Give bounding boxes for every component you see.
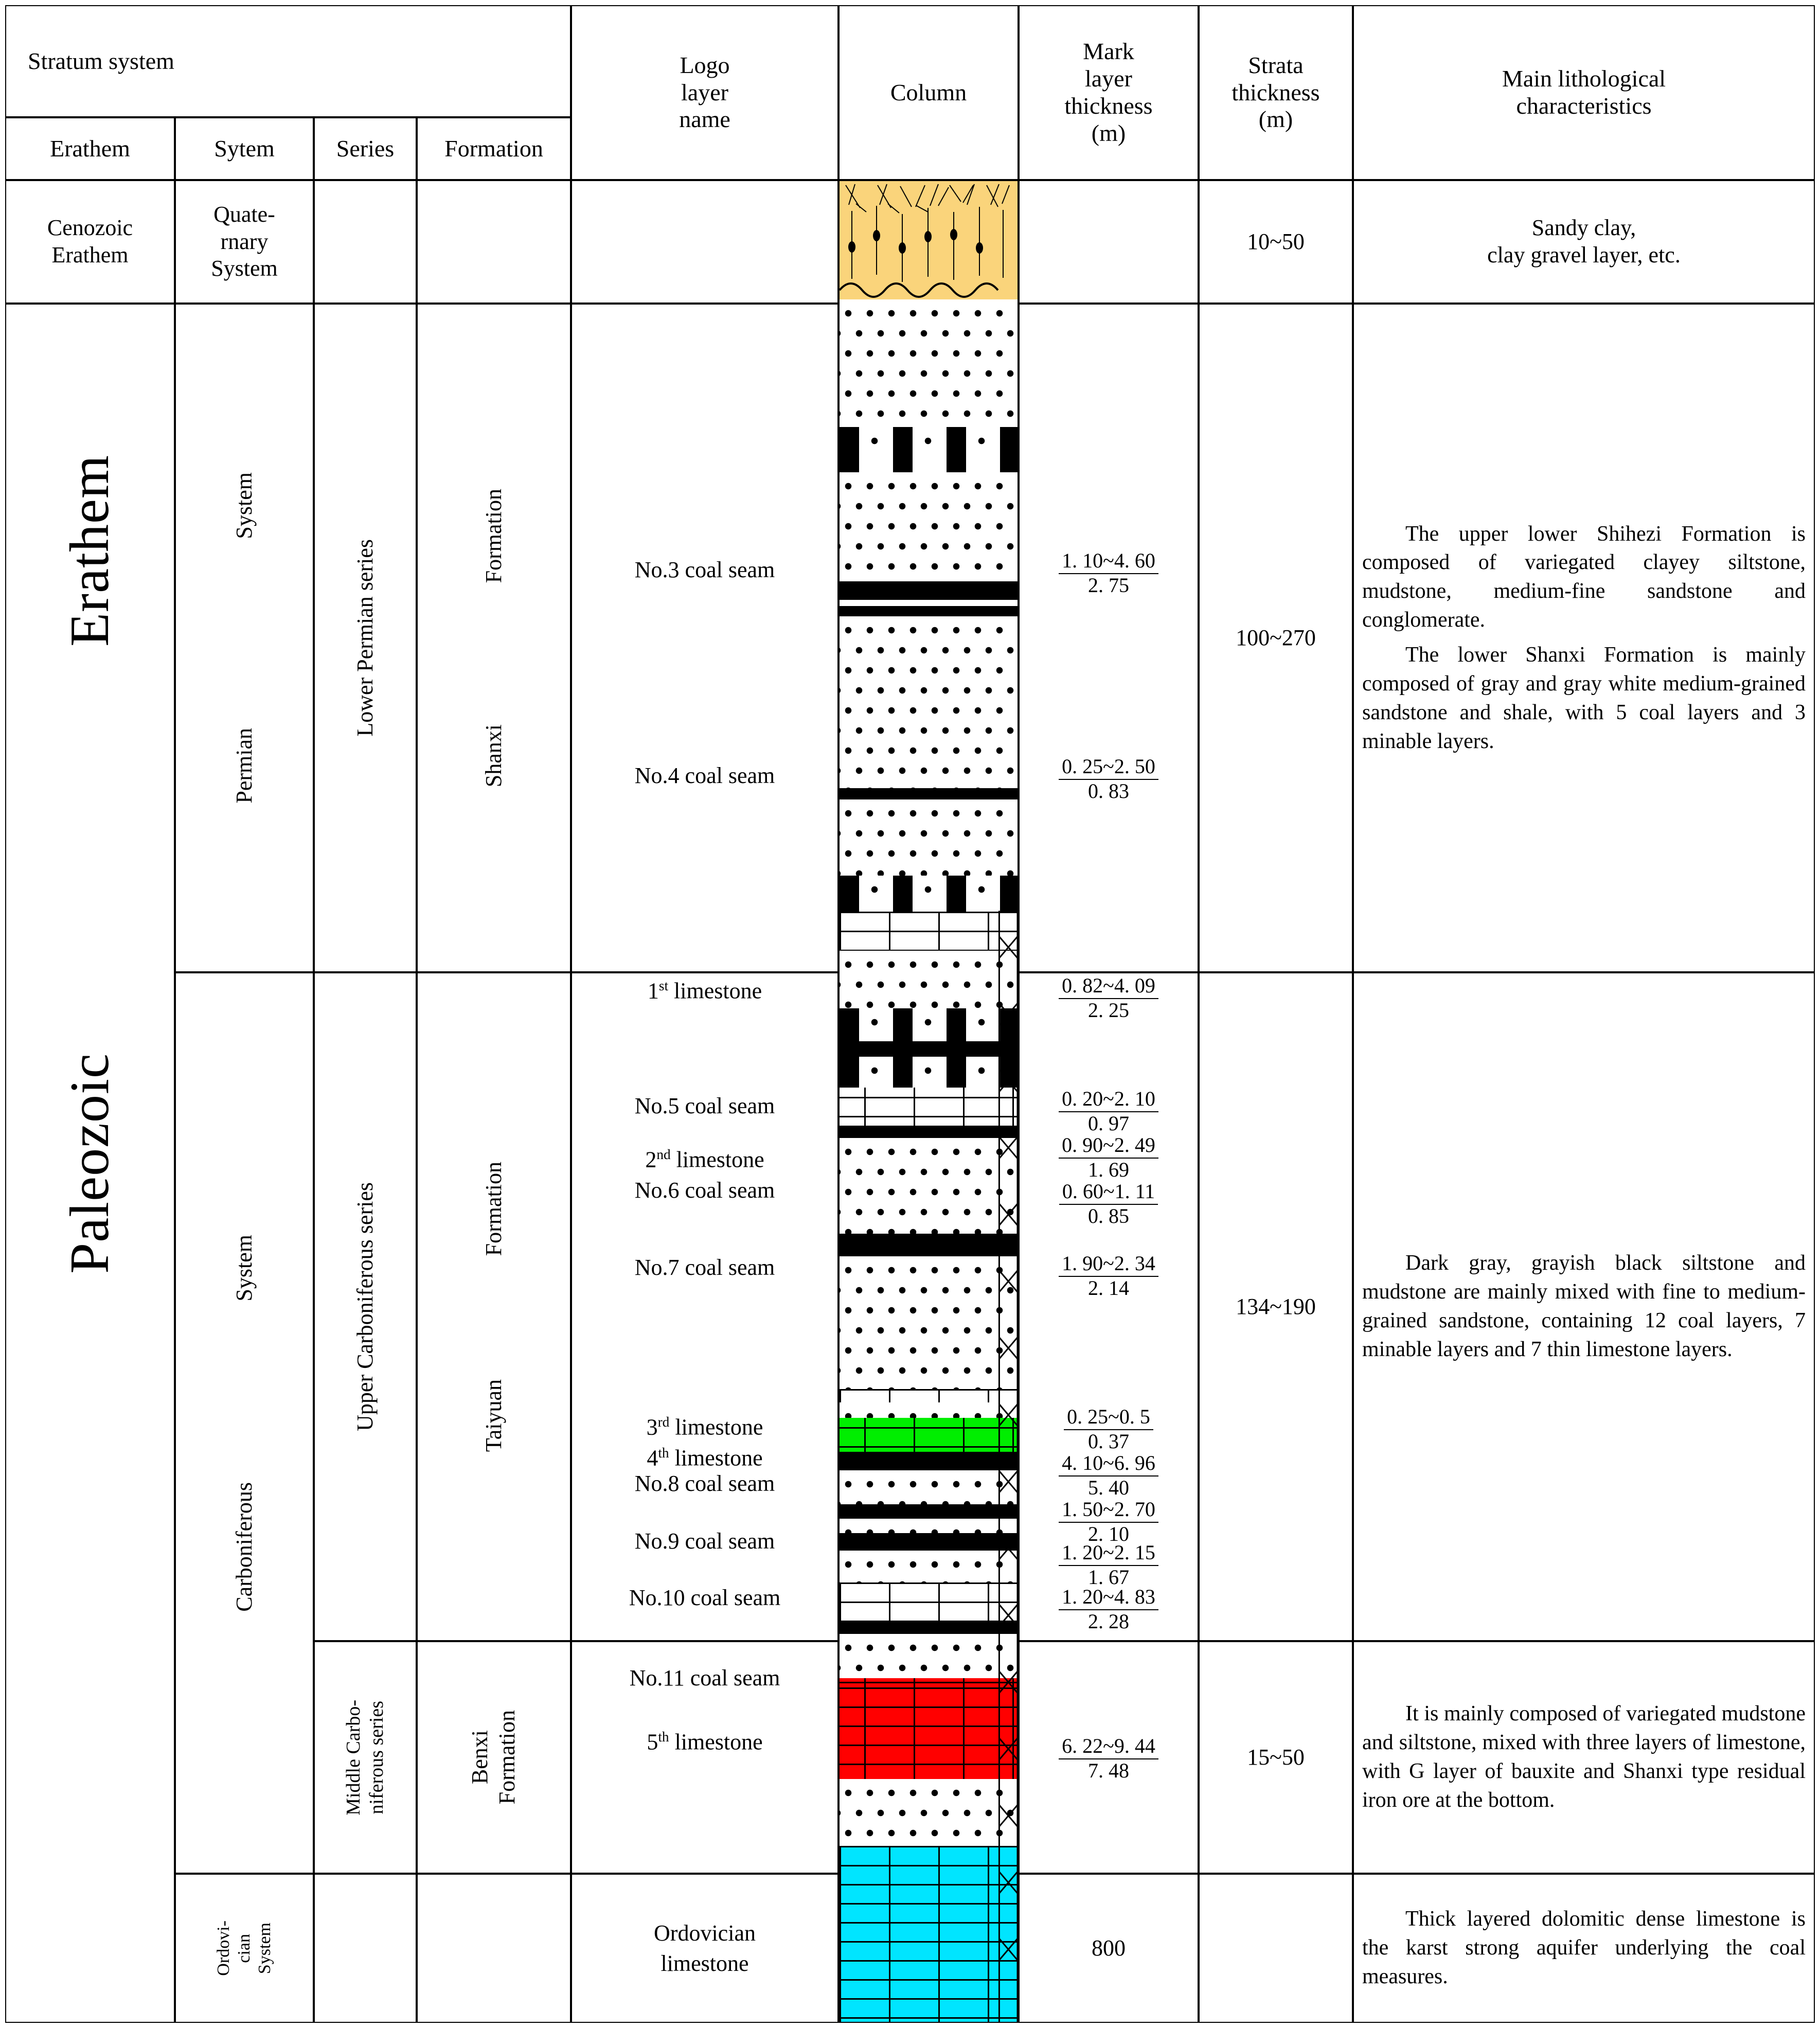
mark-thickness-no5-coal	[1020, 1088, 1198, 1135]
paleozoic-label: Paleozoic	[59, 1053, 120, 1274]
ordovician-system-line2: cian	[234, 1933, 254, 1963]
mark-no9-mean: 1. 67	[1088, 1565, 1129, 1589]
marker-label-no7-coal: No.7 coal seam	[634, 1255, 775, 1280]
header-erathem	[5, 117, 175, 180]
quaternary-litho-line1: Sandy clay,	[1531, 215, 1636, 241]
mark-5th-range: 6. 22~9. 44	[1059, 1735, 1158, 1759]
middle-carboniferous-series-line1: Middle Carbo-	[343, 1699, 365, 1816]
marker-label-5th-limestone: 5th limestone	[647, 1729, 763, 1755]
carboniferous-system-top: System	[231, 1234, 257, 1302]
header-strata-line3: (m)	[1258, 106, 1293, 133]
column-tie-marks	[840, 181, 1018, 2022]
mark-no8-range: 1. 50~2. 70	[1059, 1498, 1158, 1523]
header-litho-line2: characteristics	[1516, 93, 1652, 119]
header-sytem-label: Sytem	[214, 135, 275, 162]
mark-2nd-mean: 1. 69	[1088, 1158, 1129, 1181]
mark-thickness-no4-range: 0. 25~2. 50	[1059, 755, 1158, 780]
mark-4th-mean: 5. 40	[1088, 1475, 1129, 1499]
row-upper-carboniferous-series	[314, 972, 417, 1641]
header-mark-layer-thickness	[1019, 5, 1199, 180]
header-strata-line2: thickness	[1232, 79, 1320, 105]
marker-label-no4-coal: No.4 coal seam	[634, 763, 775, 788]
mark-1st-range: 0. 82~4. 09	[1059, 974, 1158, 999]
permian-formation-top: Formation	[480, 488, 506, 583]
middle-carboniferous-series-line2: niferous series	[366, 1700, 387, 1814]
mark-no10-mean: 2. 28	[1088, 1609, 1129, 1633]
mark-thickness-no4	[1020, 755, 1198, 803]
ordovician-logo-line1: Ordovician	[654, 1920, 756, 1946]
header-mark-line2: layer	[1085, 65, 1132, 92]
marker-label-no8-coal: No.8 coal seam	[634, 1471, 775, 1496]
header-column-label: Column	[890, 79, 967, 105]
carboniferous-system-bottom: Carboniferous	[231, 1482, 257, 1612]
mark-2nd-range: 0. 90~2. 49	[1059, 1134, 1158, 1159]
row-upper-carboniferous-lithology	[1353, 972, 1815, 1641]
row-benxi-strata-thickness	[1199, 1641, 1353, 1874]
quaternary-litho-line2: clay gravel layer, etc.	[1487, 242, 1681, 268]
ordovician-system-line3: System	[255, 1922, 275, 1974]
row-benxi-logo	[571, 1641, 838, 1874]
mark-no9-range: 1. 20~2. 15	[1059, 1541, 1158, 1566]
quaternary-line2: rnary	[220, 228, 269, 254]
mark-3rd-mean: 0. 37	[1088, 1429, 1129, 1453]
mark-3rd-range: 0. 25~0. 5	[1064, 1406, 1153, 1430]
row-quaternary-series	[314, 180, 417, 304]
row-benxi-formation	[417, 1641, 571, 1874]
row-quaternary-system	[175, 180, 314, 304]
row-benxi-mark-thickness	[1019, 1641, 1199, 1874]
taiyuan-formation-bottom: Taiyuan	[480, 1379, 506, 1452]
mark-thickness-no10-coal	[1020, 1586, 1198, 1633]
row-permian-system	[175, 304, 314, 972]
row-quaternary-mark-thickness	[1019, 180, 1199, 304]
marker-label-2nd-limestone: 2nd limestone	[645, 1147, 764, 1172]
mark-no10-range: 1. 20~4. 83	[1059, 1586, 1158, 1610]
ordovician-litho-paragraph: Thick layered dolomitic dense limestone is the karst strong aquifer underlying the coal measures.	[1362, 1907, 1806, 1988]
taiyuan-formation-top: Formation	[480, 1162, 506, 1256]
mark-no5-range: 0. 20~2. 10	[1059, 1088, 1158, 1112]
row-permian-series	[314, 304, 417, 972]
header-main-lithological	[1353, 5, 1815, 180]
row-taiyuan-formation	[417, 972, 571, 1641]
row-quaternary-strata-thickness	[1199, 180, 1353, 304]
permian-litho-paragraph-2: The lower Shanxi Formation is mainly composed of gray and gray white medium-grained sandstone and shale, with 5 coal layers and 3 minable layers.	[1362, 643, 1806, 753]
header-series-label: Series	[336, 135, 395, 162]
row-ordovician-series	[314, 1874, 417, 2023]
middle-carboniferous-litho-paragraph: It is mainly composed of variegated mudstone and siltstone, mixed with three layers of limestone, with G layer of bauxite and Shanxi type residual iron ore at the bottom.	[1362, 1702, 1806, 1812]
row-permian-formation	[417, 304, 571, 972]
upper-carboniferous-series-label: Upper Carboniferous series	[352, 1182, 378, 1431]
mark-thickness-4th-limestone	[1020, 1452, 1198, 1500]
upper-carboniferous-strata-thickness-value: 134~190	[1236, 1293, 1316, 1319]
upper-carboniferous-litho-paragraph: Dark gray, grayish black siltstone and mudstone are mainly mixed with fine to medium-grained sandstone, containing 12 coal layers, 7 minable layers and 7 thin limestone layers.	[1362, 1251, 1806, 1361]
mark-thickness-no7-coal	[1020, 1252, 1198, 1300]
quaternary-strata-thickness-value: 10~50	[1247, 228, 1305, 254]
mark-no6-mean: 0. 85	[1088, 1204, 1129, 1228]
marker-label-4th-limestone: 4th limestone	[647, 1445, 763, 1471]
row-taiyuan-logo	[571, 972, 838, 1641]
header-erathem-label: Erathem	[50, 135, 130, 162]
row-ordovician-formation	[417, 1874, 571, 2023]
row-quaternary-erathem	[5, 180, 175, 304]
benxi-formation-word: Formation	[494, 1710, 520, 1805]
ordovician-system-line1: Ordovi-	[213, 1920, 233, 1976]
marker-label-no6-coal: No.6 coal seam	[634, 1178, 775, 1203]
header-strata-thickness	[1199, 5, 1353, 180]
row-ordovician-mark-thickness	[1019, 1874, 1199, 2023]
erathem-paleozoic	[5, 304, 175, 2023]
header-mark-line4: (m)	[1091, 119, 1126, 146]
row-quaternary-logo	[571, 180, 838, 304]
marker-label-no3-coal: No.3 coal seam	[634, 557, 775, 582]
header-mark-line1: Mark	[1083, 38, 1134, 65]
row-permian-lithology	[1353, 304, 1815, 972]
row-permian-mark-thickness	[1019, 304, 1199, 972]
mark-4th-range: 4. 10~6. 96	[1059, 1452, 1158, 1476]
mark-no5-mean: 0. 97	[1088, 1111, 1129, 1135]
mark-thickness-5th-limestone	[1020, 1735, 1198, 1783]
header-sytem	[175, 117, 314, 180]
benxi-formation-name: Benxi	[467, 1730, 493, 1785]
row-ordovician-lithology	[1353, 1874, 1815, 2023]
cenozoic-line2: Erathem	[51, 242, 129, 268]
mark-thickness-2nd-limestone	[1020, 1134, 1198, 1182]
column-graphic-frame	[838, 180, 1019, 2023]
row-carboniferous-system	[175, 972, 314, 1874]
row-ordovician-logo	[571, 1874, 838, 2023]
header-formation-label: Formation	[444, 135, 543, 162]
quaternary-line3: System	[211, 256, 278, 281]
marker-label-no10-coal: No.10 coal seam	[629, 1585, 781, 1610]
marker-label-1st-limestone: 1st limestone	[647, 978, 762, 1004]
permian-strata-thickness-value: 100~270	[1236, 625, 1316, 650]
mark-thickness-no3-range: 1. 10~4. 60	[1059, 549, 1158, 574]
row-quaternary-formation	[417, 180, 571, 304]
row-permian-logo	[571, 304, 838, 972]
mark-thickness-3rd-limestone	[1020, 1406, 1198, 1453]
mark-no6-range: 0. 60~1. 11	[1059, 1180, 1158, 1205]
row-ordovician-system	[175, 1874, 314, 2023]
cenozoic-line1: Cenozoic	[47, 215, 133, 241]
permian-series-label: Lower Permian series	[352, 539, 378, 737]
row-upper-carboniferous-strata-thickness	[1199, 972, 1353, 1641]
header-logo-line1: Logo	[680, 51, 730, 78]
mark-no7-mean: 2. 14	[1088, 1276, 1129, 1300]
permian-system-top: System	[231, 472, 257, 539]
header-litho-line1: Main lithological	[1502, 65, 1666, 92]
mark-thickness-no8-coal	[1020, 1498, 1198, 1546]
header-logo-layer-name	[571, 5, 838, 180]
header-logo-line3: name	[679, 106, 730, 133]
mark-thickness-no3-mean: 2. 75	[1088, 573, 1129, 597]
marker-label-no5-coal: No.5 coal seam	[634, 1093, 775, 1118]
middle-carboniferous-strata-thickness-value: 15~50	[1247, 1744, 1305, 1770]
mark-thickness-no9-coal	[1020, 1541, 1198, 1589]
header-column	[838, 5, 1019, 180]
header-mark-line3: thickness	[1064, 93, 1153, 119]
quaternary-line1: Quate-	[213, 201, 275, 227]
row-ordovician-strata-thickness	[1199, 1874, 1353, 2023]
header-strata-line1: Strata	[1248, 51, 1304, 78]
header-logo-line2: layer	[681, 79, 728, 105]
permian-formation-bottom: Shanxi	[480, 724, 506, 788]
header-series	[314, 117, 417, 180]
permian-system-bottom: Permian	[231, 728, 257, 804]
row-benxi-lithology	[1353, 1641, 1815, 1874]
ordovician-logo-line2: limestone	[661, 1951, 749, 1976]
row-quaternary-lithology	[1353, 180, 1815, 304]
permian-litho-paragraph-1: The upper lower Shihezi Formation is composed of variegated clayey siltstone, mudstone, medium-fine sandstone and conglomerate.	[1362, 522, 1806, 632]
header-stratum-system	[5, 5, 571, 117]
mark-thickness-no6-coal	[1020, 1180, 1198, 1228]
ordovician-mark-thickness-value: 800	[1092, 1935, 1126, 1961]
row-taiyuan-mark-thickness	[1019, 972, 1199, 1641]
marker-label-no11-coal: No.11 coal seam	[629, 1665, 780, 1691]
row-permian-strata-thickness	[1199, 304, 1353, 972]
mark-no7-range: 1. 90~2. 34	[1059, 1252, 1158, 1277]
marker-label-no9-coal: No.9 coal seam	[634, 1528, 775, 1554]
erathem-big-label: Erathem	[59, 454, 120, 647]
header-stratum-system-label: Stratum system	[28, 47, 174, 74]
mark-5th-mean: 7. 48	[1088, 1758, 1129, 1782]
row-middle-carboniferous-series	[314, 1641, 417, 1874]
mark-thickness-1st-limestone	[1020, 974, 1198, 1022]
mark-no8-mean: 2. 10	[1088, 1522, 1129, 1545]
mark-1st-mean: 2. 25	[1088, 998, 1129, 1022]
mark-thickness-no3	[1020, 549, 1198, 597]
mark-thickness-no4-mean: 0. 83	[1088, 779, 1129, 803]
header-formation	[417, 117, 571, 180]
marker-label-3rd-limestone: 3rd limestone	[646, 1414, 763, 1440]
